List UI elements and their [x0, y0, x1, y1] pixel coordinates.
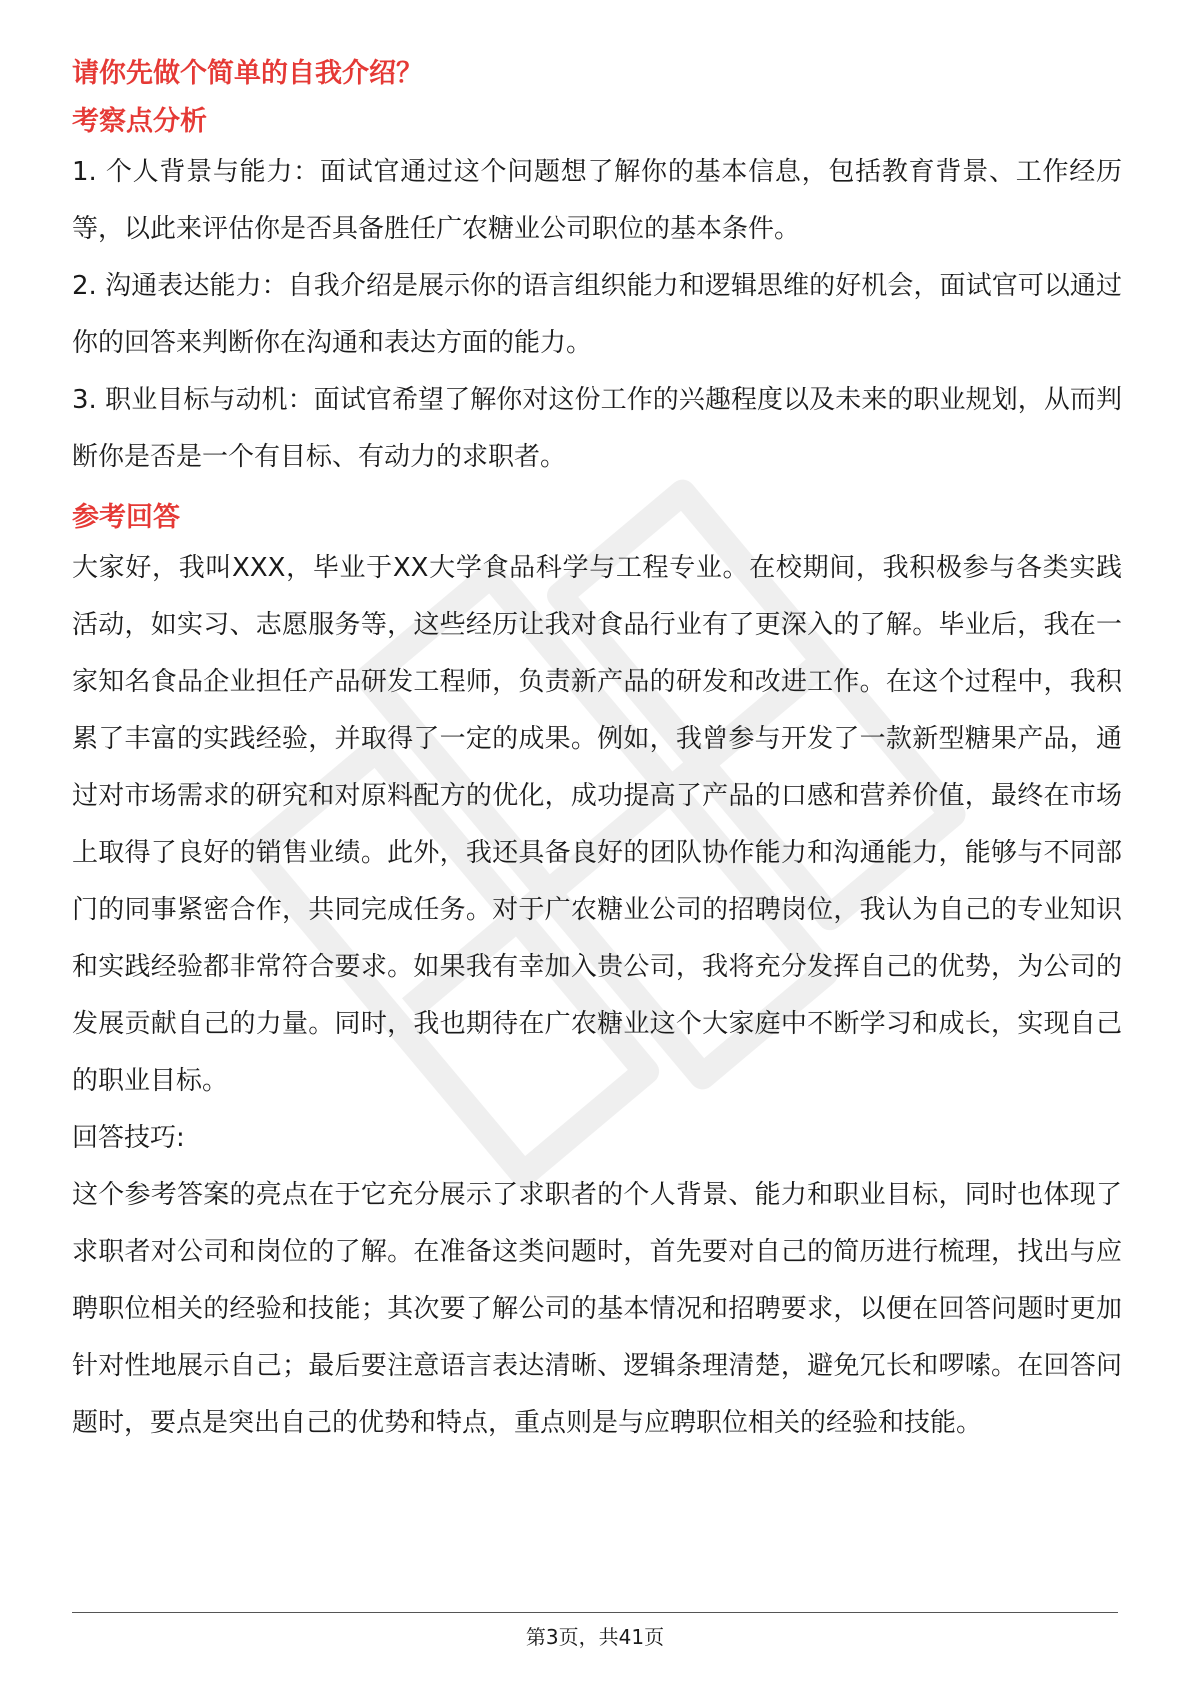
- footer-divider: [72, 1612, 1118, 1613]
- tips-text: 这个参考答案的亮点在于它充分展示了求职者的个人背景、能力和职业目标，同时也体现了求职者对公司和岗位的了解。在准备这类问题时，首先要对自己的简历进行梳理，找出与应聘职位相关的经验和技能；其次要了解公司的基本情况和招聘要求，以便在回答问题时更加针对性地展示自己；最后要注意语言表达清晰、逻辑条理清楚，避免冗长和啰嗦。在回答问题时，要点是突出自己的优势和特点，重点则是与应聘职位相关的经验和技能。: [72, 1180, 1122, 1438]
- page-content: [72, 52, 1122, 1452]
- page-number: 第3页，共41页: [525, 1625, 665, 1649]
- analysis-point-1: 1. 个人背景与能力：面试官通过这个问题想了解你的基本信息，包括教育背景、工作经历等，以此来评估你是否具备胜任广农糖业公司职位的基本条件。: [72, 157, 1122, 244]
- tips-label: 回答技巧:: [72, 1123, 185, 1153]
- analysis-point-2: 2. 沟通表达能力：自我介绍是展示你的语言组织能力和逻辑思维的好机会，面试官可以通过你的回答来判断你在沟通和表达方面的能力。: [72, 271, 1122, 358]
- reference-answer: 大家好，我叫XXX，毕业于XX大学食品科学与工程专业。在校期间，我积极参与各类实践活动，如实习、志愿服务等，这些经历让我对食品行业有了更深入的了解。毕业后，我在一家知名食品企业担任产品研发工程师，负责新产品的研发和改进工作。在这个过程中，我积累了丰富的实践经验，并取得了一定的成果。例如，我曾参与开发了一款新型糖果产品，通过对市场需求的研究和对原料配方的优化，成功提高了产品的口感和营养价值，最终在市场上取得了良好的销售业绩。此外，我还具备良好的团队协作能力和沟通能力，能够与不同部门的同事紧密合作，共同完成任务。对于广农糖业公司的招聘岗位，我认为自己的专业知识和实践经验都非常符合要求。如果我有幸加入贵公司，我将充分发挥自己的优势，为公司的发展贡献自己的力量。同时，我也期待在广农糖业这个大家庭中不断学习和成长，实现自己的职业目标。: [72, 553, 1122, 1096]
- analysis-point-3: 3. 职业目标与动机：面试官希望了解你对这份工作的兴趣程度以及未来的职业规划，从而判断你是否是一个有目标、有动力的求职者。: [72, 385, 1122, 472]
- reference-heading: 参考回答: [72, 502, 180, 533]
- question-heading: 请你先做个简单的自我介绍？: [72, 58, 423, 89]
- analysis-heading: 考察点分析: [72, 106, 207, 137]
